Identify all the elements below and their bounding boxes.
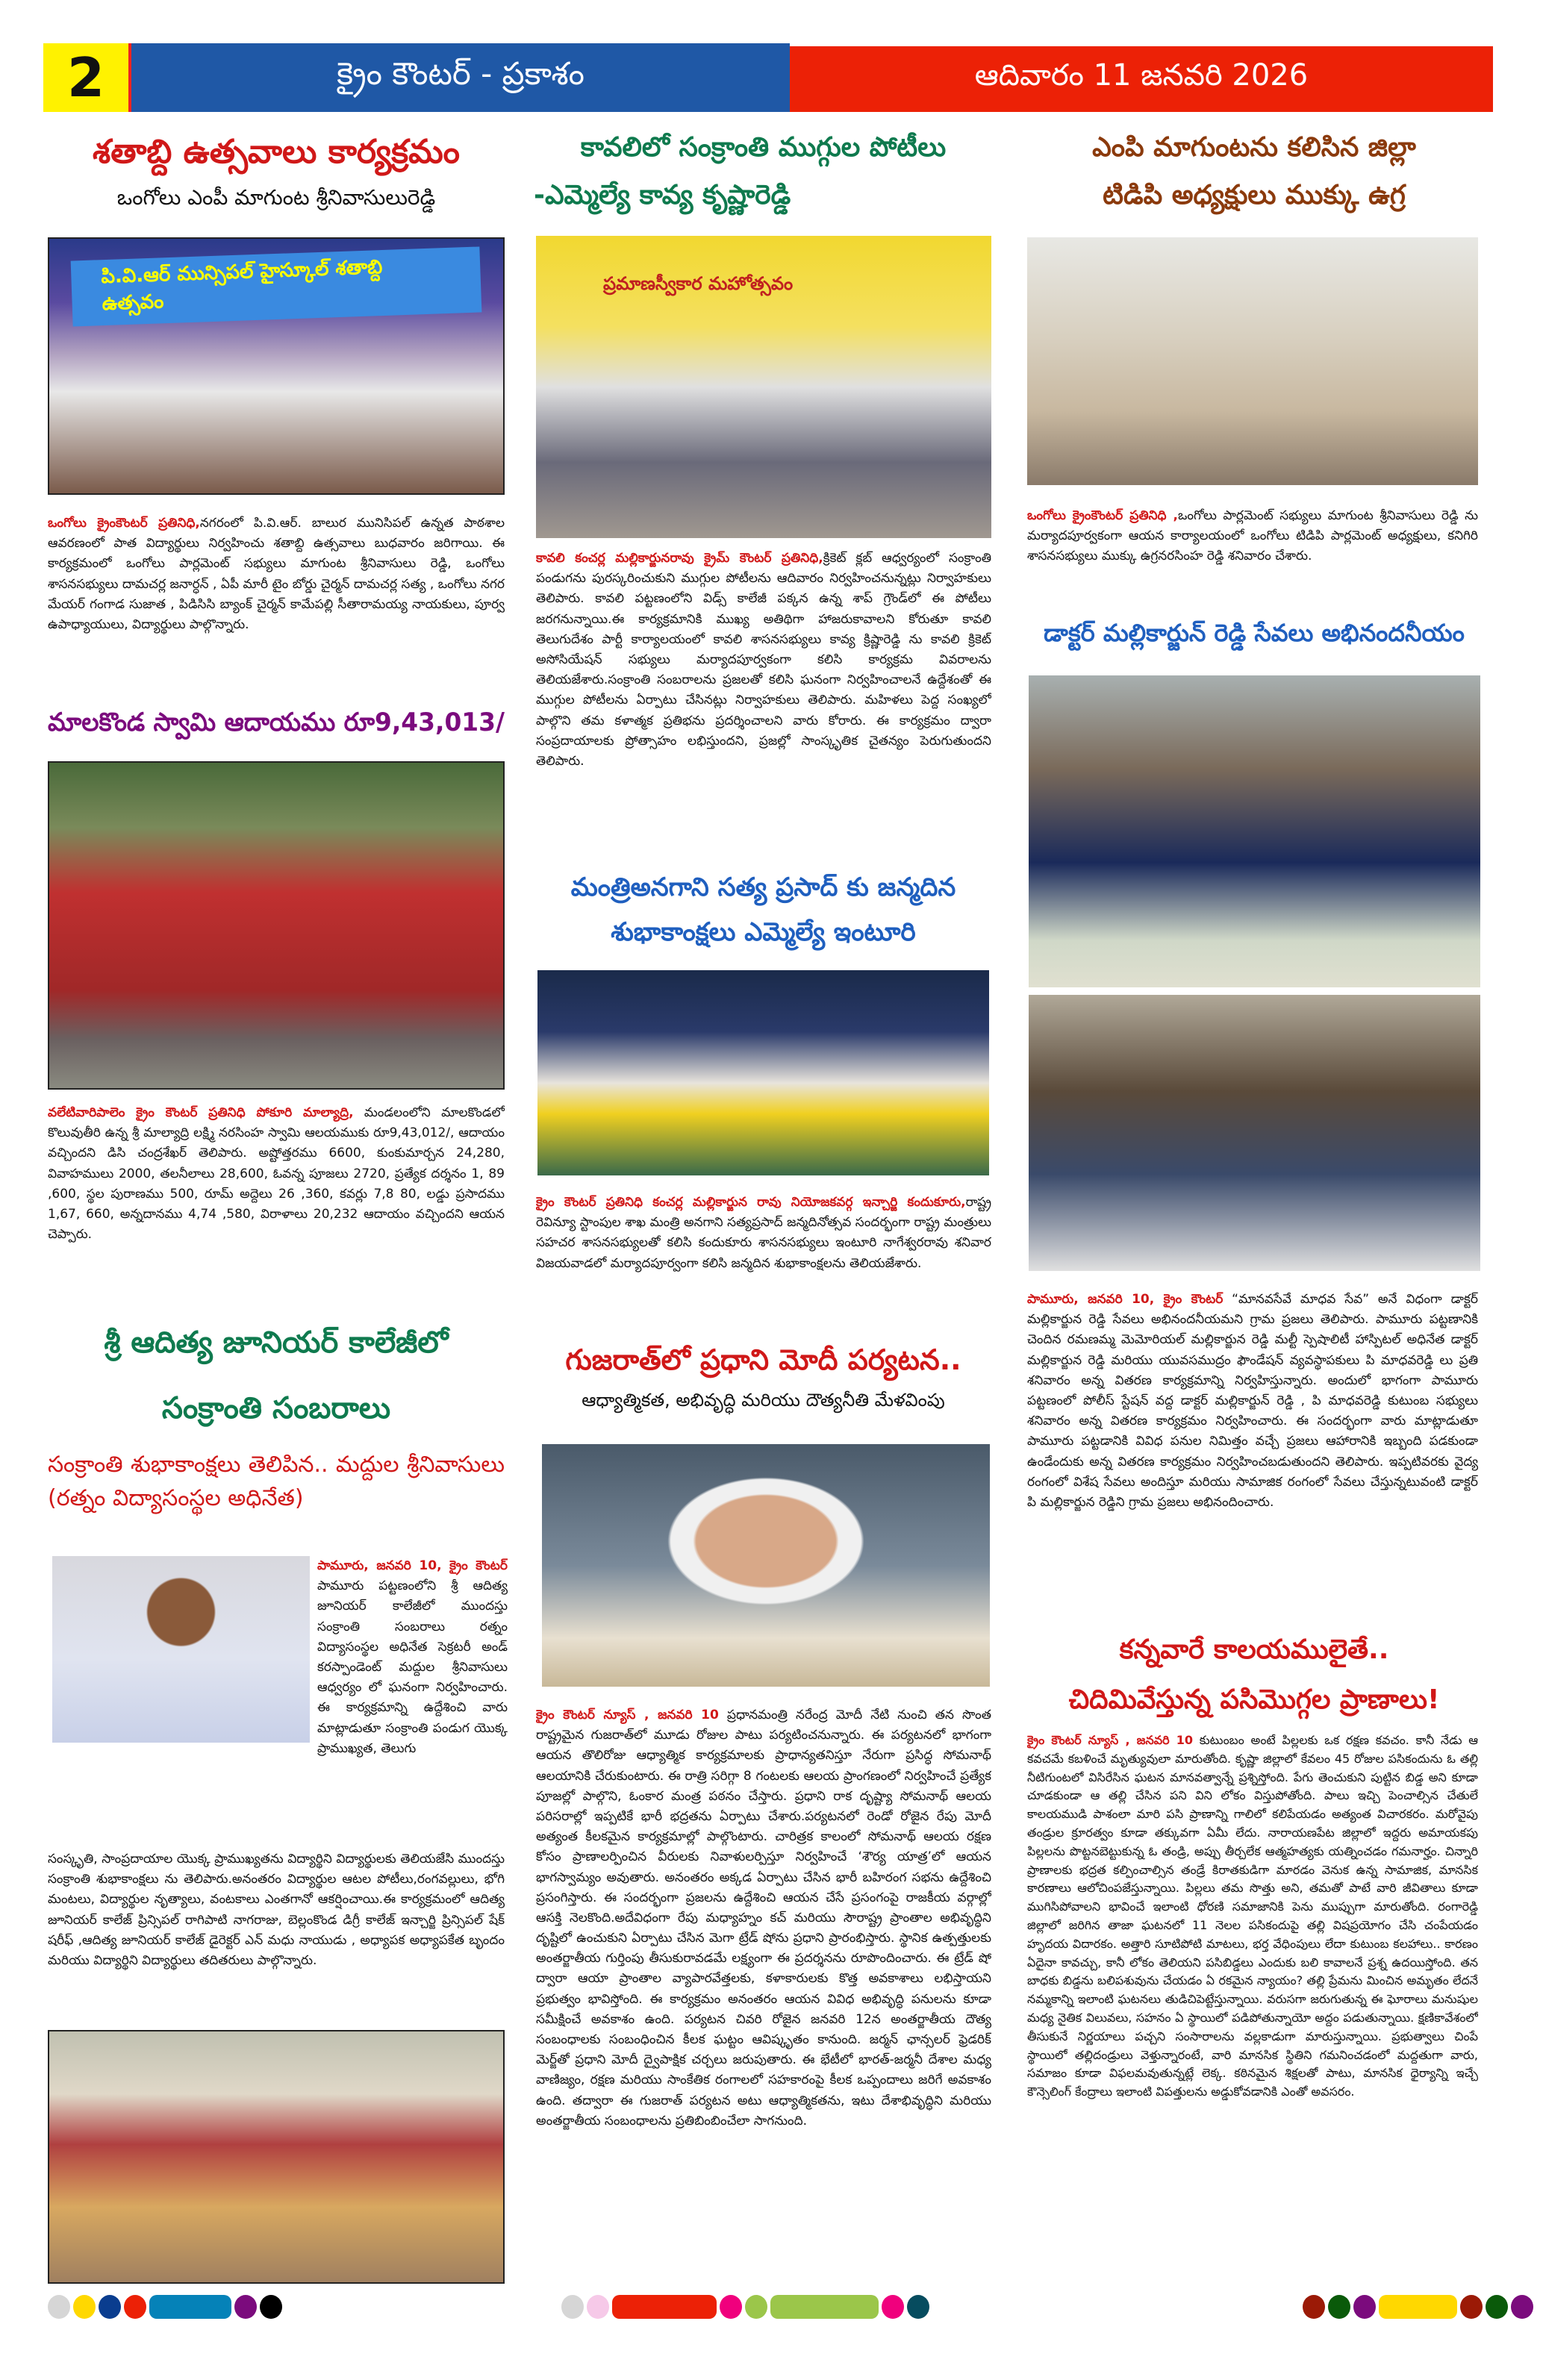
color-dot [234, 2295, 257, 2319]
body-text: కుటుంబం అంటే పిల్లలకు ఒక రక్షణ కవచం. కానీ నేడు ఆ కవచమే కబళించే మృత్యువులా మారుతోంది. కృష్ణా జిల్లాలో కేవలం 45 రోజుల పసికందును ఓ తల్లి నీటిగుంటలో విసిరేసిన ఘటన మానవత్వాన్నే ప్రశ్నిస్తోంది. పేగు తెంచుకుని పుట్టిన బిడ్డ అని కూడా చూడకుండా ఆ తల్లి చేసిన పని విని లోకం విస్తుపోతోంది. పాలు ఇచ్చి పెంచాల్సిన చేతులే కాలయముడి పాశంలా మారి పసి ప్రాణాన్ని గాలిలో కలిపేయడం అత్యంత విచారకరం. మరోవైపు తండ్రుల క్రూరత్వం కూడా తక్కువగా ఏమీ లేదు. నారాయణపేట జిల్లాలో ఇద్దరు అమాయకపు పిల్లలను పొట్టనబెట్టుకున్న ఓ తండ్రి, అప్పు తీర్చలేక ఆత్మహత్యకు యత్నించడం గమనార్హం. చిన్నారి ప్రాణాలకు భద్రత కల్పించాల్సిన తండ్రే కిరాతకుడిగా మారడం వెనుక ఉన్న సామాజిక, మానసిక కారణాలు ఆలోచింపజేస్తున్నాయి. పిల్లలు తమ సొత్తు అని, తమతో పాటే వారి జీవితాలు కూడా ముగిసిపోవాలని భావించే ఇలాంటి ధోరణి సమాజానికి పెను ముప్పుగా మారుతోంది. రంగారెడ్డి జిల్లాలో జరిగిన తాజా ఘటనలో 11 నెలల పసికందుపై తల్లి విషప్రయోగం చేసి చంపేయడం హృదయ విదారకం. అత్తారి సూటిపోటి మాటలు, భర్త వేధింపులు లేదా కుటుంబ కలహాలు.. కారణం ఏదైనా కావచ్చు, కానీ లోకం తెలియని పసిబిడ్డలు ఎందుకు బలి కావాలనే ప్రశ్న ఉదయిస్తోంది. తన బాధకు బిడ్డను బలిపశువును చేయడం ఏ రకమైన న్యాయం? తల్లి ప్రేమను మించిన అమృతం లేదనే నమ్మకాన్ని ఇలాంటి ఘటనలు తుడిచిపెట్టేస్తున్నాయి. వరుసగా జరుగుతున్న ఈ ఘోరాలు మనుషుల మధ్య నైతిక విలువలు, సహనం ఏ స్థాయిలో పడిపోతున్నాయో అద్దం పడుతున్నాయి. క్షణికావేశంలో తీసుకునే నిర్ణయాలు పచ్చని సంసారాలను వల్లకాడుగా మారుస్తున్నాయి. ప్రభుత్వాలు చింపే స్థాయిలో తల్లిదండ్రులు వెళ్తున్నారంటే, వారి మానసిక స్థితిని గమనించడంలో మద్దతుగా వారు, సమాజం కూడా విఫలమవుతున్నట్లే లెక్క. కఠినమైన శిక్షలతో పాటు, మానసిక ధైర్యాన్ని ఇచ్చే కౌన్సెలింగ్ కేంద్రాలు ఇలాంటి విపత్తులను అడ్డుకోవడానికి ఎంతో అవసరం. [1027, 1733, 1478, 2099]
color-bar [612, 2295, 717, 2319]
headline-children-line1: కన్నవారే కాలయములైతే.. [1119, 1634, 1389, 1665]
article-body-mp-meet [1027, 506, 1478, 610]
color-dot [587, 2295, 609, 2319]
dateline: కావలి కంచర్ల మల్లికార్జునరావు క్రైమ్ కౌంటర్ ప్రతినిధి, [536, 551, 823, 566]
body-text: “మానవసేవే మాధవ సేవ” అనే విధంగా డాక్టర్ మల్లికార్జున రెడ్డి సేవలు అభినందనీయమని గ్రామ ప్రజలు తెలిపారు. పామూరు పట్టణానికి చెందిన రమణమ్మ మెమోరియల్ మల్లికార్జున రెడ్డి మల్టీ స్పెషాలిటీ హాస్పిటల్ అధినేత డాక్టర్ మల్లికార్జున రెడ్డి మరియు యువసముద్రం ఫౌండేషన్ వ్యవస్థాపకులు పి మాధవరెడ్డి లు ప్రతి శనివారం అన్న వితరణ కార్యక్రమాన్ని నిర్వహిస్తున్నారు. అందులో భాగంగా పామూరు పట్టణంలో పోలీస్ స్టేషన్ వద్ద డాక్టర్ మల్లికార్జున్ రెడ్డి , పి మాధవరెడ్డి కుటుంబ సభ్యులు శనివారం అన్న వితరణ కార్యక్రమం నిర్వహించారు. ఈ సందర్భంగా వారు మాట్లాడుతూ పామూరు పట్టడానికి వివిధ పనుల నిమిత్తం వచ్చే ప్రజలు ఆహారానికి ఇబ్బంది పడకుండా ఉండేందుకు అన్న వితరణ కార్యక్రమం నిర్వహించబడుతుందని తెలిపారు. ఇప్పటివరకు వైద్య రంగంలో విశేష సేవలు అందిస్తూ మరియు సామాజిక రంగంలో సేవలు చేస్తున్నటువంటి డాక్టర్ పి మల్లికార్జున రెడ్డిని గ్రామ ప్రజలు అభినందించారు. [1027, 1292, 1478, 1510]
headline-modi: గుజరాత్‌లో ప్రధాని మోదీ పర్యటన.. [565, 1343, 961, 1376]
paper-title: క్రైం కౌంటర్ - ప్రకాశం [131, 43, 790, 112]
photo-food-distribution [1029, 675, 1480, 987]
headline-college-line1: శ్రీ ఆదిత్య జూనియర్ కాలేజీలో [104, 1325, 449, 1360]
headline-kavali-line2: -ఎమ్మెల్యే కావ్య కృష్ణారెడ్డి [534, 180, 791, 210]
article-body-doctor [1027, 1290, 1478, 1618]
photo-sankranti-celebrations [48, 2030, 505, 2284]
color-dot [720, 2295, 742, 2319]
article-body-modi [536, 1705, 991, 2287]
photo-maddula-srinivasulu [52, 1556, 310, 1743]
color-bar [149, 2295, 231, 2319]
color-dot [99, 2295, 121, 2319]
body-text: ఒంగోలు పార్లమెంట్ సభ్యులు మాగుంట శ్రీనివాసులు రెడ్డి ను మర్యాదపూర్వకంగా ఆయన కార్యాలయంలో ఒంగోలు టిడిపి పార్లమెంట్ అధ్యక్షులు, కనిగిరి శాసనసభ్యులు ముక్కు ఉగ్రనరసింహ రెడ్డి శనివారం చేశారు. [1027, 508, 1478, 564]
article-body-children [1027, 1731, 1478, 2291]
color-dot [907, 2295, 929, 2319]
subheadline-modi: ఆధ్యాత్మికత, అభివృద్ధి మరియు దౌత్యనీతి మేళవింపు [582, 1390, 945, 1411]
headline-mp-meet-line1: ఎంపి మాగుంటను కలిసిన జిల్లా [1092, 132, 1416, 163]
color-bar [770, 2295, 879, 2319]
body-text: ప్రధానమంత్రి నరేంద్ర మోదీ నేటి నుంచి తన సొంత రాష్ట్రమైన గుజరాత్‌లో మూడు రోజుల పాటు పర్యటించనున్నారు. ఈ పర్యటనలో భాగంగా ఆయన తొలిరోజు ఆధ్యాత్మిక కార్యక్రమాలకు ప్రాధాన్యతనిస్తూ నేరుగా ప్రసిద్ధ సోమనాథ్ ఆలయానికి చేరుకుంటారు. ఈ రాత్రి సరిగ్గా 8 గంటలకు ఆలయ ప్రాంగణంలో నిర్వహించే ప్రత్యేక పూజల్లో పాల్గొని, ఓంకార మంత్ర పఠనం చేస్తారు. ప్రధాని రాక దృష్ట్యా సోమనాథ్ ఆలయ పరిసరాల్లో ఇప్పటికే భారీ భద్రతను ఏర్పాటు చేశారు.పర్యటనలో రెండో రోజైన రేపు మోదీ అత్యంత కీలకమైన కార్యక్రమాల్లో పాల్గొంటారు. చారిత్రక కాలంలో సోమనాథ్ ఆలయ రక్షణ కోసం ప్రాణాలర్పించిన వీరులకు నివాళులర్పిస్తూ నిర్వహించే ‘శౌర్య యాత్ర’లో ఆయన భాగస్వామ్యం అవుతారు. అనంతరం అక్కడ ఏర్పాటు చేసిన భారీ బహిరంగ సభను ఉద్దేశించి ప్రసంగిస్తారు. ఈ సందర్భంగా ప్రజలను ఉద్దేశించి ఆయన చేసే ప్రసంగంపై రాజకీయ వర్గాల్లో ఆసక్తి నెలకొంది.అదేవిధంగా రేపు మధ్యాహ్నం కచ్ మరియు సౌరాష్ట్ర ప్రాంతాల అభివృద్ధిని దృష్టిలో ఉంచుకుని ఏర్పాటు చేసిన మెగా ట్రేడ్ షోను ప్రధాని ప్రారంభిస్తారు. స్థానిక ఉత్పత్తులకు అంతర్జాతీయ గుర్తింపు తీసుకురావడమే లక్ష్యంగా ఈ ప్రదర్శనను రూపొందించారు. ఈ ట్రేడ్ షో ద్వారా ఆయా ప్రాంతాల వ్యాపారవేత్తలకు, కళాకారులకు కొత్త అవకాశాలు లభిస్తాయని ప్రభుత్వం భావిస్తోంది. ఈ కార్యక్రమం అనంతరం ఆయన వివిధ అభివృద్ధి పనులను కూడా సమీక్షించే అవకాశం ఉంది. పర్యటన చివరి రోజైన జనవరి 12న అంతర్జాతీయ దౌత్య సంబంధాలకు సంబంధించిన కీలక ఘట్టం ఆవిష్కృతం కానుంది. జర్మన్ ఛాన్సలర్ ఫ్రెడరిక్ మెర్జ్‌తో ప్రధాని మోదీ ద్వైపాక్షిక చర్చలు జరుపుతారు. ఈ భేటీలో భారత్-జర్మనీ దేశాల మధ్య వాణిజ్యం, రక్షణ మరియు సాంకేతిక రంగాలలో సహకారంపై కీలక ఒప్పందాలు జరిగే అవకాశం ఉంది. తద్వారా ఈ గుజరాత్ పర్యటన అటు ఆధ్యాత్మికతను, ఇటు దేశాభివృద్ధిని మరియు అంతర్జాతీయ సంబంధాలను ప్రతిబింబించేలా సాగనుంది. [536, 1708, 991, 2128]
color-strip-right [1303, 2295, 1533, 2319]
dateline: వలేటివారిపాలెం క్రైం కౌంటర్ ప్రతినిధి పోకూరి మాల్యాద్రి, [48, 1105, 354, 1120]
body-text: రాష్ట్ర రెవిన్యూ స్టాంపుల శాఖ మంత్రి అనగాని సత్యప్రసాద్ జన్మదినోత్సవ సందర్భంగా రాష్ట్ర మంత్రులు సహచర శాసనసభ్యులతో కలిసి కందుకూరు శాసనసభ్యులు ఇంటూరి నాగేశ్వరరావు శనివార విజయవాడలో మర్యాదపూర్వంగా కలిసి జన్మదిన శుభాకాంక్షలను తెలియజేశారు. [536, 1195, 991, 1271]
subheadline-college: సంక్రాంతి శుభాకాంక్షలు తెలిపిన.. మద్దుల శ్రీనివాసులు (రత్నం విద్యాసంస్థల అధినేత) [48, 1452, 505, 1511]
body-text: పామూరు పట్టణంలోని శ్రీ ఆదిత్య జూనియర్ కాలేజీలో ముందస్తు సంక్రాంతి సంబరాలు రత్నం విద్యాసంస్థల అధినేత సెక్రటరీ అండ్ కరస్పాండెంట్ మద్దుల శ్రీనివాసులు ఆధ్వర్యం లో ఘనంగా నిర్వహించారు. ఈ కార్యక్రమాన్ని ఉద్దేశించి వారు మాట్లాడుతూ సంక్రాంతి పండుగ యొక్క ప్రాముఖ్యత, తెలుగు [317, 1578, 508, 1756]
dateline: క్రైం కౌంటర్ న్యూస్ , జనవరి 10 [536, 1708, 719, 1722]
color-dot [882, 2295, 904, 2319]
color-strip-middle [561, 2295, 929, 2319]
headline-kavali-line1: కావలిలో సంక్రాంతి ముగ్గుల పోటీలు [580, 132, 947, 163]
dateline: పామూరు, జనవరి 10, క్రైం కౌంటర్ [317, 1558, 508, 1573]
photo-mp-meeting [1027, 237, 1478, 485]
body-text: నగరంలో పి.వి.ఆర్. బాలుర మునిసిపల్ ఉన్నత పాఠశాల ఆవరణంలో పాత విద్యార్థులు నిర్వహించు శతాబ్ది ఉత్సవాలు బుధవారం జరిగాయి. ఈ కార్యక్రమంలో ఒంగోలు పార్లమెంట్ సభ్యులు మాగుంట శ్రీనివాసులు రెడ్డి, ఒంగోలు శాసనసభ్యులు దామచర్ల జనార్ధన్ , ఏపీ మారీ టైం బోర్డు చైర్మన్ దామచర్ల సత్య , ఒంగోలు నగర మేయర్ గంగాడ సుజాత , పిడిసిసి బ్యాంక్ చైర్మన్ కామేపల్లి సీతారామయ్య నాయకులు, పూర్వ ఉపాధ్యాయులు, విద్యార్థులు పాల్గొన్నారు. [48, 516, 505, 632]
photo-narendra-modi [542, 1444, 990, 1687]
color-dot [1511, 2295, 1533, 2319]
article-body-kavali [536, 549, 991, 869]
headline-children-line2: చిదిమివేస్తున్న పసిమొగ్గల ప్రాణాలు! [1068, 1684, 1440, 1715]
headline-doctor: డాక్టర్ మల్లికార్జున్ రెడ్డి సేవలు అభినందనీయం [1044, 619, 1465, 647]
color-bar [1379, 2295, 1457, 2319]
article-body-centenary [48, 513, 505, 693]
dateline: క్రైం కౌంటర్ న్యూస్ , జనవరి 10 [1027, 1733, 1194, 1747]
photo-malakonda-temple [48, 761, 505, 1090]
dateline: పామూరు, జనవరి 10, క్రైం కౌంటర్ [1027, 1292, 1224, 1307]
page-number: 2 [43, 43, 131, 112]
headline-malakonda: మాలకొండ స్వామి ఆదాయము రూ9,43,013/ [48, 708, 505, 737]
article-body-malakonda [48, 1103, 505, 1316]
photo-banner-text: ప్రమాణస్వీకార మహోత్సవం [603, 273, 794, 294]
body-text: మండలంలోని మాలకొండలో కొలువుతీరి ఉన్న శ్రీ మాల్యాద్రి లక్ష్మి నరసింహ స్వామి ఆలయముకు రూ9,43,012/, ఆదాయం వచ్చిందని డిసి చంద్రశేఖర్ తెలిపారు. అష్టోత్తరము 6600, కుంకుమార్చన 24,280, వివాహములు 2000, తలనీలాలు 28,600, ఓవన్న పూజలు 2720, ప్రత్యేక దర్శనం 1, 89 ,600, స్థల పురాణము 500, రూమ్ అద్దెలు 26 ,360, కవర్లు 7,8 80, లడ్డు ప్రసాదము 1,67, 660, అన్నదానము 4,74 ,580, విరాళాలు 20,232 ఆదాయం వచ్చిందని ఆయన చెప్పారు. [48, 1105, 505, 1243]
headline-centenary: శతాబ్ది ఉత్సవాలు కార్యక్రమం [93, 133, 460, 171]
dateline: క్రైం కౌంటర్ ప్రతినిధి కంచర్ల మల్లికార్జున రావు నియోజకవర్గ ఇన్చార్జి కందుకూరు, [536, 1195, 966, 1210]
color-dot [1303, 2295, 1325, 2319]
dateline: ఒంగోలు క్రైంకౌంటర్ ప్రతినిధి , [1027, 508, 1178, 523]
color-dot [1328, 2295, 1350, 2319]
color-dot [745, 2295, 767, 2319]
article-body-college: సంస్కృతి, సాంప్రదాయాల యొక్క ప్రాముఖ్యతను విద్యార్థిని విద్యార్థులకు తెలియజేసి ముందస్తు సంక్రాంతి శుభాకాంక్షలు ను తెలిపారు.అనంతరం విద్యార్థుల ఆటల పోటీలు,రంగవల్లులు, భోగి మంటలు, విద్యార్థుల నృత్యాలు, వంటకాలు ఎంతగానో ఆకర్షించాయి.ఈ కార్యక్రమంలో ఆదిత్య జూనియర్ కాలేజ్ ప్రిన్సిపల్ రాగిపాటి నాగరాజు, బెల్లంకొండ డిగ్రీ కాలేజ్ ఇన్చార్జి ప్రిన్సిపల్ షేక్ షరీఫ్ ,ఆదిత్య జూనియర్ కాలేజ్ డైరెక్టర్ ఎన్ మధు నాయుడు , అధ్యాపక అధ్యాపకేత బృందం మరియు విద్యార్థిని విద్యార్థులు తదితరులు పాల్గొన్నారు. [48, 1852, 505, 1968]
color-dot [48, 2295, 70, 2319]
photo-anagani-birthday [537, 970, 989, 1175]
headline-college-line2: సంక్రాంతి సంబరాలు [161, 1391, 391, 1425]
dateline: ఒంగోలు క్రైంకౌంటర్ ప్రతినిధి, [48, 516, 200, 531]
subheadline-centenary: ఒంగోలు ఎంపీ మాగుంట శ్రీనివాసులురెడ్డి [116, 185, 436, 210]
color-dot [73, 2295, 96, 2319]
color-dot [1353, 2295, 1376, 2319]
photo-food-distribution-crowd [1029, 995, 1480, 1271]
article-body-college-side [317, 1556, 508, 1851]
headline-anagani-line1: మంత్రిఅనగాని సత్య ప్రసాద్ కు జన్మదిన [570, 872, 956, 902]
color-strip-left [48, 2295, 282, 2319]
color-dot [1486, 2295, 1508, 2319]
headline-mp-meet-line2: టిడిపి అధ్యక్షులు ముక్కు ఉగ్ర [1103, 180, 1406, 210]
photo-centenary-event [48, 237, 505, 495]
article-body-anagani [536, 1193, 991, 1319]
photo-kavali-meeting [536, 236, 991, 538]
body-text: క్రికెట్ క్లబ్ ఆధ్వర్యంలో సంక్రాంతి పండుగను పురస్కరించుకుని ముగ్గుల పోటీలను ఆదివారం నిర్వహించనున్నట్లు నిర్వాహకులు తెలిపారు. కావలి పట్టణంలోని విడ్స్ కాలేజీ పక్కన ఉన్న శాప్ గ్రౌండ్‌లో ఈ పోటీలు జరగనున్నాయి.ఈ కార్యక్రమానికి ముఖ్య అతిథిగా హాజరుకావాలని కోరుతూ కావలి తెలుగుదేశం పార్టీ కార్యాలయంలో కావలి శాసనసభ్యులు కావ్య క్రిష్ణారెడ్డి ను కావలి క్రికెట్ అసోసియేషన్ సభ్యులు మర్యాదపూర్వకంగా కలిసి కార్యక్రమ వివరాలను తెలియజేశారు.సంక్రాంతి సంబరాలను ప్రజలతో కలిసి ఘనంగా నిర్వహించాలనే ఉద్దేశంతో ఈ ముగ్గుల పోటీలను ఏర్పాటు చేసినట్లు నిర్వాహకులు తెలిపారు. మహిళలు పెద్ద సంఖ్యలో పాల్గొని తమ కళాత్మక ప్రతిభను ప్రదర్శించాలని వారు కోరారు. ఈ కార్యక్రమం ద్వారా సంప్రదాయాలకు ప్రోత్సాహం లభిస్తుందని, ప్రజల్లో సాంస్కృతిక చైతన్యం పెరుగుతుందని తెలిపారు. [536, 551, 991, 769]
color-dot [561, 2295, 584, 2319]
issue-date: ఆదివారం 11 జనవరి 2026 [790, 46, 1493, 112]
color-dot [124, 2295, 146, 2319]
color-dot [260, 2295, 282, 2319]
photo-banner-text: పి.వి.ఆర్ మున్సిపల్ హైస్కూల్ శతాబ్ది ఉత్సవం [71, 246, 482, 326]
color-dot [1460, 2295, 1483, 2319]
headline-anagani-line2: శుభాకాంక్షలు ఎమ్మెల్యే ఇంటూరి [611, 917, 916, 947]
